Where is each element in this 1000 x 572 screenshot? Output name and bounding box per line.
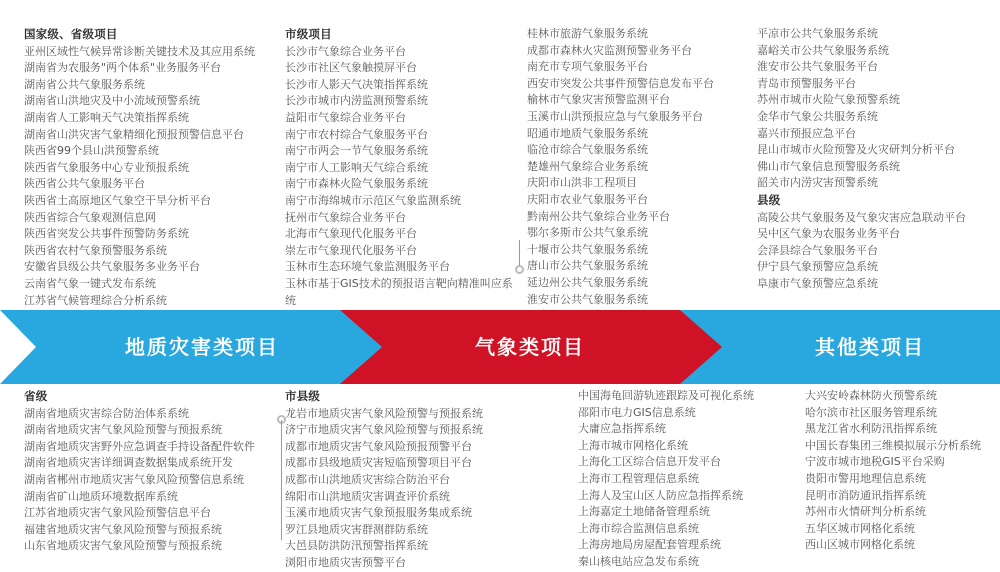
list-item: 湖南省人工影响天气决策指挥系统 [24, 110, 189, 124]
list-item: 中国长春集团三维模拟展示分析系统 [805, 438, 981, 452]
list-item: 淮安市公共气象服务平台 [757, 60, 878, 74]
list-item: 南宁市海绵城市示范区气象监测系统 [285, 193, 461, 207]
list-item: 大兴安岭森林防火预警系统 [805, 389, 937, 402]
column-heading: 市级项目 [285, 27, 332, 41]
list-item: 楚雄州气象综合业务系统 [527, 159, 648, 173]
list-item: 黔南州公共气象综合业务平台 [527, 209, 670, 223]
list-item: 中国海龟回游轨迹跟踪及可视化系统 [578, 389, 754, 402]
list-item: 哈尔滨市社区服务管理系统 [805, 405, 937, 419]
banner-label-meteorology: 气象类项目 [475, 335, 585, 359]
list-item: 韶关市内涝灾害预警系统 [757, 176, 878, 190]
list-item: 平凉市公共气象服务系统 [757, 27, 878, 40]
list-item: 五华区城市网格化系统 [805, 521, 915, 535]
list-item: 湖南省地质灾害气象风险预警与预报系统 [24, 423, 222, 437]
list-item: 吴中区气象为农服务业务平台 [757, 227, 900, 241]
list-item: 陕西省公共气象服务平台 [24, 177, 145, 191]
list-item: 佛山市气象信息预警服务系统 [757, 159, 900, 173]
list-item: 嘉兴市预报应急平台 [757, 126, 856, 140]
list-item: 浏阳市地质灾害预警平台 [285, 555, 406, 569]
list-item: 北海市气象现代化服务平台 [285, 227, 417, 241]
list-item: 江苏省地质灾害气象风险预警信息平台 [24, 506, 211, 520]
list-item: 成都市山洪地质灾害综合防治平台 [285, 472, 450, 486]
list-item: 上海市工程管理信息系统 [578, 471, 699, 485]
list-item: 上海人及宝山区人防应急指挥系统 [578, 488, 743, 502]
list-item: 绵阳市山洪地质灾害调查评价系统 [285, 489, 450, 503]
list-item: 西山区城市网格化系统 [805, 538, 915, 552]
list-item: 延边州公共气象服务系统 [527, 275, 648, 289]
list-item: 上海嘉定土地储备管理系统 [578, 505, 710, 519]
list-item: 长沙市社区气象触摸屏平台 [285, 61, 417, 75]
list-item: 南宁市两会一节气象服务系统 [285, 144, 428, 158]
connector-dot-top-meteorology [515, 265, 524, 274]
list-item: 邵阳市电力GIS信息系统 [578, 405, 696, 419]
list-item: 十堰市公共气象服务系统 [527, 242, 648, 256]
list-item: 上海化工区综合信息开发平台 [578, 455, 721, 469]
list-item: 云南省气象一键式发布系统 [24, 276, 156, 290]
list-item: 罗江县地质灾害群测群防系统 [285, 522, 428, 536]
list-item: 抚州市气象综合业务平台 [285, 210, 406, 224]
list-item: 玉林市基于GIS技术的预报语言靶向精准叫应系统 [285, 276, 513, 307]
list-item: 山东省地质灾害气象风险预警与预报系统 [24, 539, 222, 553]
list-item: 高陵公共气象服务及气象灾害应急联动平台 [757, 210, 966, 224]
list-item: 临沧市综合气象服务系统 [527, 143, 648, 157]
list-item: 陕西省综合气象观测信息网 [24, 210, 156, 224]
list-item: 贵阳市警用地理信息系统 [805, 471, 926, 485]
banner-label-other: 其他类项目 [815, 335, 925, 359]
list-item: 亚州区域性气候异常诊断关键技术及其应用系统 [24, 44, 255, 58]
list-item: 苏州市城市火险气象预警系统 [757, 93, 900, 107]
list-item: 会泽县综合气象服务平台 [757, 243, 878, 257]
list-item: 榆林市气象灾害预警监测平台 [527, 93, 670, 107]
list-item: 陕西省突发公共事件预警防务系统 [24, 227, 189, 241]
list-item: 昆明市消防通讯指挥系统 [805, 488, 926, 502]
list-item: 唐山市公共气象服务系统 [527, 259, 648, 273]
list-item: 南充市专项气象服务平台 [527, 60, 648, 74]
list-item: 成都市地质灾害气象风险预报预警平台 [285, 439, 472, 453]
column-subheading-county: 县级 [757, 192, 781, 207]
list-item: 大庸应急指挥系统 [578, 422, 666, 436]
list-item: 秦山核电站应急发布系统 [578, 554, 699, 568]
list-item: 湖南省矿山地质环境数据库系统 [24, 489, 178, 503]
list-item: 西安市突发公共事件预警信息发布平台 [527, 76, 714, 90]
list-item: 昆山市城市火险预警及火灾研判分析平台 [757, 143, 955, 157]
top-column-national-provincial [24, 26, 274, 326]
list-item: 成都市森林火灾监测预警业务平台 [527, 43, 692, 57]
list-item: 阜康市气象预警应急系统 [757, 276, 878, 290]
list-item: 湖南省地质灾害详细调查数据集成系统开发 [24, 456, 233, 470]
top-column-city-3-and-county [757, 26, 993, 293]
list-item: 成都市县级地质灾害短临预警项目平台 [285, 456, 472, 470]
list-item: 崇左市气象现代化服务平台 [285, 243, 417, 257]
list-item: 苏州市火情研判分析系统 [805, 505, 926, 519]
list-item: 长沙市气象综合业务平台 [285, 44, 406, 58]
list-item: 陕西省农村气象预警服务系统 [24, 243, 167, 257]
list-item: 福建省地质灾害气象风险预警与预报系统 [24, 522, 222, 536]
list-item: 黑龙江省水利防汛指挥系统 [805, 422, 937, 436]
bottom-column-other-1 [578, 388, 793, 571]
list-item: 鄂尔多斯市公共气象系统 [527, 226, 648, 240]
list-item: 龙岩市地质灾害气象风险预警与预报系统 [285, 406, 483, 420]
list-item: 湖南省郴州市地质灾害气象风险预警信息系统 [24, 472, 244, 486]
list-item: 庆阳市农业气象服务平台 [527, 192, 648, 206]
list-item: 嘉峪关市公共气象服务系统 [757, 43, 889, 57]
list-item: 伊宁县气象预警应急系统 [757, 260, 878, 274]
list-item: 长沙市人影天气决策指挥系统 [285, 77, 428, 91]
list-item: 玉溪市山洪预报应急与气象服务平台 [527, 109, 703, 123]
list-item: 南宁市农村综合气象服务平台 [285, 127, 428, 141]
list-item: 江苏省气候管理综合分析系统 [24, 293, 167, 307]
list-item: 湖南省地质灾害综合防治体系系统 [24, 406, 189, 420]
list-item: 益阳市气象综合业务平台 [285, 110, 406, 124]
bottom-column-city-county [285, 388, 555, 572]
list-item: 玉溪市地质灾害气象预报服务集成系统 [285, 506, 472, 520]
column-heading: 市县级 [285, 389, 321, 403]
list-item: 安徽省县级公共气象服务多业务平台 [24, 260, 200, 274]
top-column-city [285, 26, 521, 326]
column-heading: 省级 [24, 389, 48, 403]
list-item: 庆阳市山洪非工程项目 [527, 176, 637, 190]
list-item: 昭通市地质气象服务系统 [527, 126, 648, 140]
list-item: 济宁市地质灾害气象风险预警与预报系统 [285, 423, 483, 437]
list-item: 湖南省为农服务"两个体系"业务服务平台 [24, 61, 222, 75]
list-item: 南宁市森林火险气象服务系统 [285, 177, 428, 191]
list-item: 淮安市公共气象服务系统 [527, 292, 648, 306]
list-item: 陕西省气象服务中心专业预报系统 [24, 160, 189, 174]
list-item: 陕西省99个县山洪预警系统 [24, 144, 159, 158]
list-item: 上海市综合监测信息系统 [578, 521, 699, 535]
connector-line-top [519, 240, 520, 266]
list-item: 长沙市城市内涝监测预警系统 [285, 94, 428, 108]
list-item: 上海房地局房屋配套管理系统 [578, 538, 721, 552]
column-heading: 国家级、省级项目 [24, 27, 118, 41]
list-item: 湖南省山洪地灾及中小流域预警系统 [24, 94, 200, 108]
list-item: 桂林市旅游气象服务系统 [527, 27, 648, 40]
bottom-column-provincial [24, 388, 282, 555]
list-item: 上海市城市网格化系统 [578, 438, 688, 452]
list-item: 玉林市生态环境气象监测服务平台 [285, 260, 450, 274]
list-item: 青岛市预警服务平台 [757, 76, 856, 90]
list-item: 湖南省公共气象服务系统 [24, 77, 145, 91]
banner-label-geology: 地质灾害类项目 [125, 335, 279, 359]
list-item: 湖南省山洪灾害气象精细化预报预警信息平台 [24, 127, 244, 141]
list-item: 湖南省地质灾害野外应急调查手持设备配件软件 [24, 439, 255, 453]
list-item: 南宁市人工影响天气综合系统 [285, 160, 428, 174]
list-item: 大邑县防洪防汛预警指挥系统 [285, 539, 428, 553]
top-column-city-2 [527, 26, 763, 325]
list-item: 陕西省土高原地区气象空干旱分析平台 [24, 193, 211, 207]
list-item: 金华市气象公共服务系统 [757, 109, 878, 123]
bottom-column-other-2 [805, 388, 1000, 554]
list-item: 宁波市城市地税GIS平台采购 [805, 455, 945, 469]
